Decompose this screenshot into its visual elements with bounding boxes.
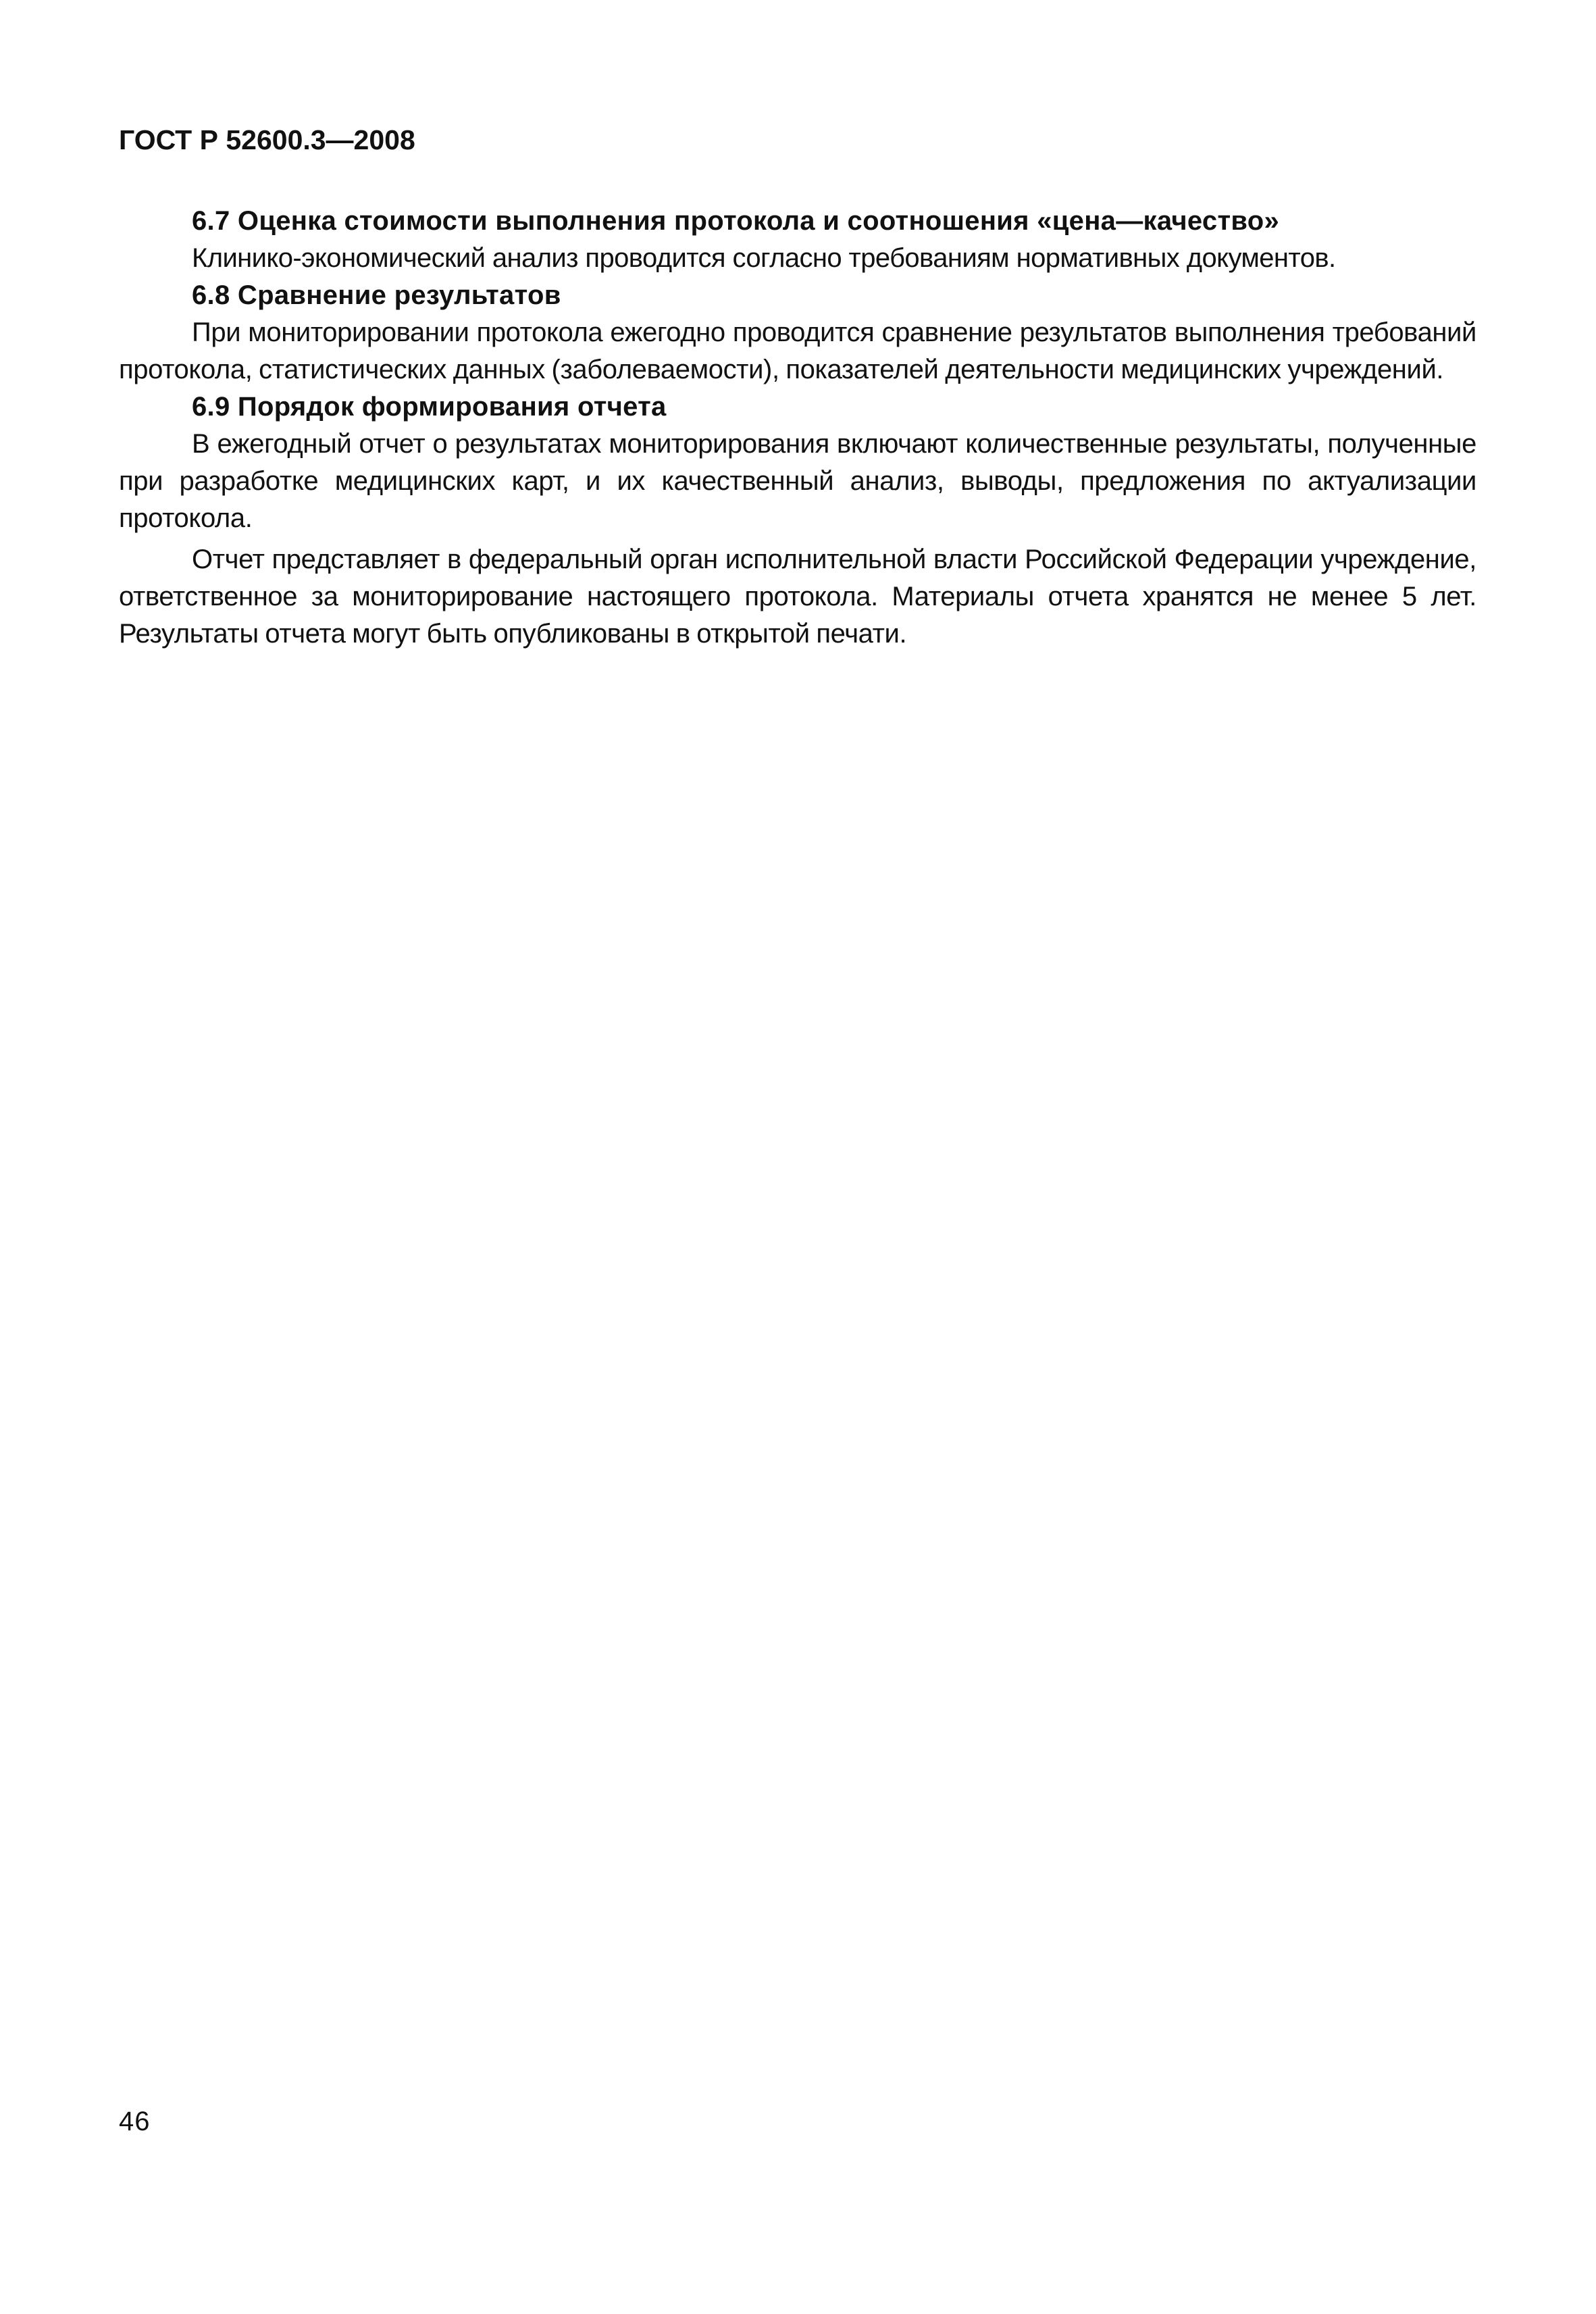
section-title-6-9: 6.9 Порядок формирования отчета — [192, 392, 667, 422]
section-6-7-paragraph: Клинико-экономический анализ проводится согласно требованиям нормативных документов. — [192, 243, 1336, 273]
section-title-6-7: 6.7 Оценка стоимости выполнения протокола и соотношения «цена—качество» — [192, 206, 1280, 236]
section-6-9-paragraph-1: В ежегодный отчет о результатах мониторирования включают количественные результаты, полученные при разработке медицинских карт, и их качественный анализ, выводы, предложения по актуализации протокола. — [119, 429, 1476, 533]
document-header: ГОСТ Р 52600.3—2008 — [119, 124, 415, 155]
section-6-8-paragraph: При мониторировании протокола ежегодно проводится сравнение результатов выполнения требований протокола, статистических данных (заболеваемости), показателей деятельности медицинских учреждений. — [119, 318, 1476, 384]
section-title-6-8: 6.8 Сравнение результатов — [192, 280, 561, 310]
document-body — [119, 203, 1476, 653]
page-number: 46 — [119, 2107, 151, 2136]
section-6-9-paragraph-2: Отчет представляет в федеральный орган исполнительной власти Российской Федерации учреждение, ответственное за мониторирование настоящего протокола. Материалы отчета хранятся не менее 5 лет. Результаты отчета могут быть опубликованы в открытой печати. — [119, 545, 1476, 649]
